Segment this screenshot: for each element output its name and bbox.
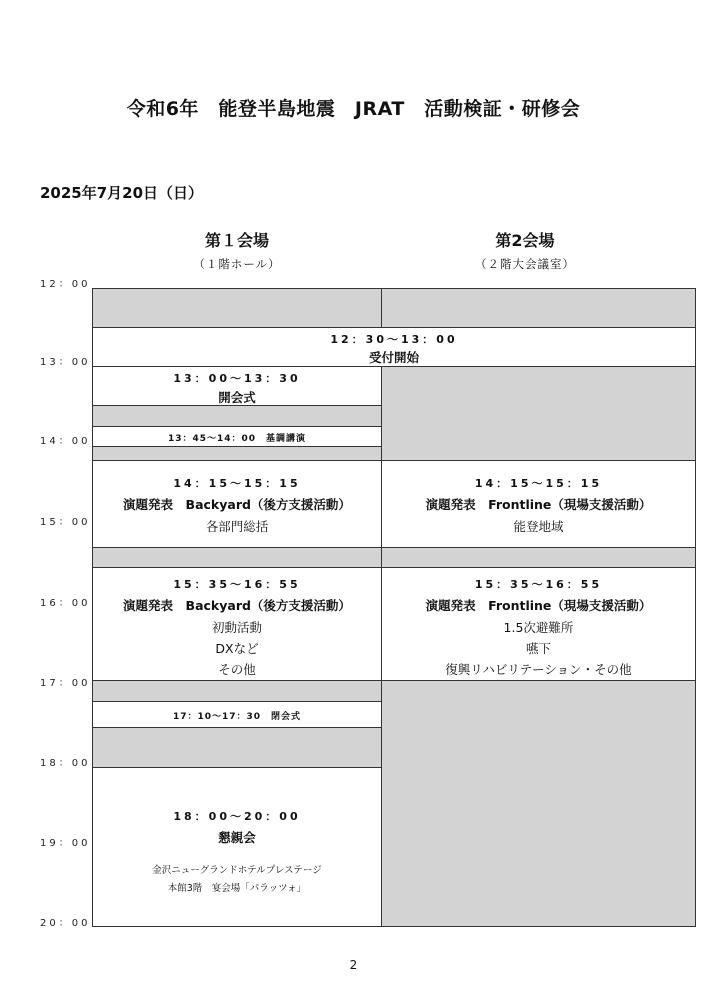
schedule-grid — [92, 288, 696, 927]
gap-block — [381, 680, 696, 927]
venue-2-sub: （２階大会議室） — [475, 257, 575, 271]
gap-block — [92, 727, 382, 768]
time-label-16: 16：00 — [40, 598, 91, 609]
reception-block — [92, 327, 696, 367]
page-number: 2 — [349, 958, 358, 972]
closing-block — [92, 701, 382, 728]
session-topic: 復興リハビリテーション・その他 — [445, 662, 632, 677]
party-venue: 金沢ニューグランドホテルプレステージ — [152, 865, 322, 876]
session-topic: DXなど — [215, 641, 259, 656]
party-room: 本館3階 宴会場「パラッツォ」 — [167, 883, 307, 894]
session-time: 14：15～15：15 — [474, 477, 603, 490]
keynote-block — [92, 426, 382, 447]
reception-title: 受付開始 — [368, 350, 419, 365]
time-label-19: 19：00 — [40, 838, 91, 849]
closing-label: 17：10～17：30 閉会式 — [172, 712, 302, 722]
gap-block — [92, 680, 382, 702]
session-time: 15：35～16：55 — [173, 578, 301, 591]
session-title: 演題発表 Frontline（現場支援活動） — [425, 598, 652, 613]
session-topic: 各部門総括 — [205, 519, 269, 534]
session-topic: 嚥下 — [525, 641, 551, 656]
session-title: 演題発表 Backyard（後方支援活動） — [123, 598, 351, 613]
gap-block — [381, 366, 696, 461]
session-title: 演題発表 Frontline（現場支援活動） — [425, 497, 652, 512]
time-label-13: 13：00 — [40, 357, 91, 368]
gap-block — [92, 547, 382, 568]
page-title: 令和6年 能登半島地震 JRAT 活動検証・研修会 — [126, 98, 581, 120]
session-backyard-2 — [92, 567, 382, 681]
party-time: 18：00～20：00 — [173, 810, 301, 823]
time-label-18: 18：00 — [40, 758, 91, 769]
party-block — [92, 767, 382, 927]
time-label-17: 17：00 — [40, 678, 91, 689]
reception-time: 12：30～13：00 — [330, 333, 458, 346]
session-frontline-2 — [381, 567, 696, 681]
time-label-12: 12：00 — [40, 279, 91, 290]
time-label-20: 20：00 — [40, 918, 91, 929]
gap-block — [92, 446, 382, 461]
session-topic: 初動活動 — [211, 620, 262, 635]
venue-1-name: 第１会場 — [204, 231, 269, 250]
session-time: 14：15～15：15 — [173, 477, 301, 490]
session-topic: 1.5次避難所 — [503, 620, 574, 635]
time-label-14: 14：00 — [40, 436, 91, 447]
gap-block — [381, 288, 696, 328]
session-title: 演題発表 Backyard（後方支援活動） — [123, 497, 351, 512]
session-topic: その他 — [218, 662, 256, 677]
gap-block — [381, 547, 696, 568]
gap-block — [92, 405, 382, 427]
party-title: 懇親会 — [218, 830, 256, 845]
opening-block — [92, 366, 382, 406]
event-date: 2025年7月20日（日） — [40, 184, 204, 202]
session-topic: 能登地域 — [513, 519, 564, 534]
keynote-label: 13：45～14：00 基調講演 — [167, 434, 307, 444]
session-time: 15：35～16：55 — [474, 578, 603, 591]
session-backyard-1 — [92, 460, 382, 548]
time-label-15: 15：00 — [40, 517, 91, 528]
session-frontline-1 — [381, 460, 696, 548]
opening-title: 開会式 — [218, 390, 256, 405]
venue-2-name: 第2会場 — [495, 231, 555, 250]
opening-time: 13：00～13：30 — [173, 372, 301, 385]
gap-block — [92, 288, 382, 328]
venue-1-sub: （１階ホール） — [193, 257, 281, 271]
